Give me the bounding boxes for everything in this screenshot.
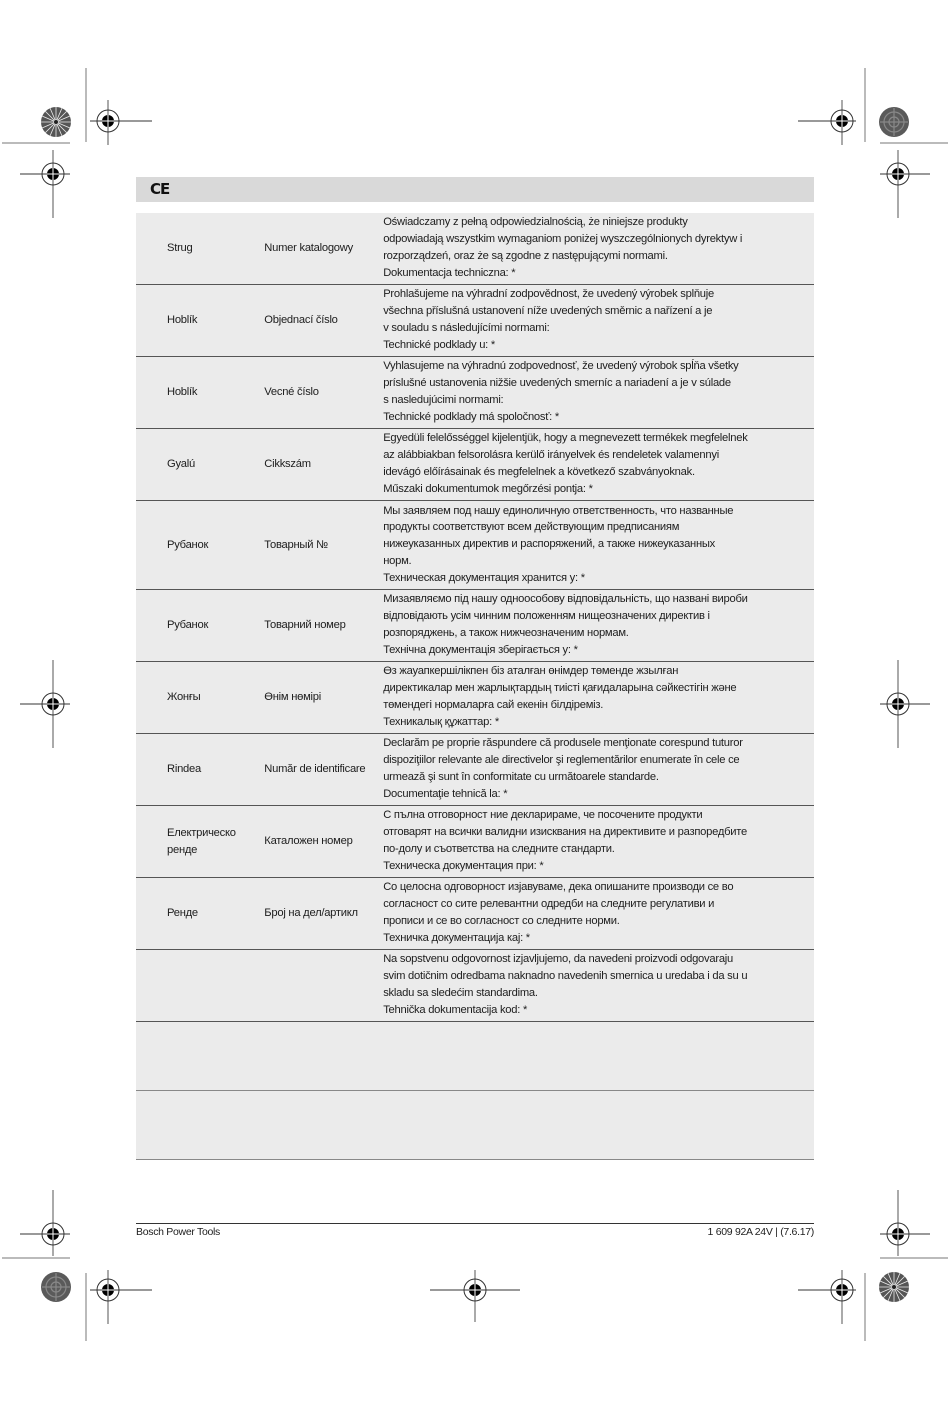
declaration-text-line: по-долу и съответства на следните стандарти. — [383, 843, 615, 855]
declaration-text-line: Na sopstvenu odgovornost izjavljujemo, da navedeni proizvodi odgovaraju — [383, 953, 734, 966]
declaration-text-line: Technické podklady má spoločnosť: * — [383, 410, 559, 423]
declaration-text-line: príslušné ustanovenia nižšie uvedených smerníc a nariadení a je v súlade — [383, 377, 731, 390]
registration-target-icon — [796, 95, 862, 151]
registration-target-icon — [88, 95, 154, 151]
article-number-label: Товарний номер — [264, 590, 383, 662]
declaration-text — [383, 590, 814, 662]
declaration-text-line: отговарят на всички валидни изисквания на директивите и разпоредбите — [383, 826, 747, 839]
article-number-label: Товарный № — [264, 501, 383, 590]
declaration-text-line: rozporządzeń, oraz że są zgodne z następującymi normami. — [383, 250, 668, 262]
declaration-text-line: idevágó előírásainak és megfelelnek a következő szabványoknak. — [383, 466, 695, 478]
article-number-label: Өнім нөмірі — [264, 662, 383, 734]
product-name: Rindea — [136, 734, 264, 806]
declaration-text-line: Мизаявляємо під нашу одноособову відповідальність, що названі вироби — [383, 593, 748, 606]
declaration-text-line: odpowiadają wszystkim wymaganiom poniżej wyszczególnionych dyrektyw i — [383, 233, 743, 246]
declaration-text-line: Declarăm pe proprie răspundere că produsele menţionate corespund tuturor — [383, 737, 743, 750]
declaration-text-line: Техникалық құжаттар: * — [383, 715, 499, 728]
product-name: Strug — [136, 213, 264, 285]
product-name: Рубанок — [136, 590, 264, 662]
declaration-text — [383, 806, 814, 878]
product-name: Hoblík — [136, 357, 264, 429]
declaration-text — [383, 734, 814, 806]
declaration-text-line: Мы заявляем под нашу единоличную ответственность, что названные — [383, 504, 734, 517]
crop-mark-vertical — [85, 68, 87, 142]
declaration-row — [136, 213, 814, 285]
declaration-text-line: норм. — [383, 554, 412, 567]
declaration-text-line: Egyedüli felelősséggel kijelentjük, hogy a megnevezett termékek megfelelnek — [383, 432, 748, 445]
declaration-text-line: нижеуказанных директив и распоряжений, а также нижеуказанных — [383, 538, 716, 551]
declaration-text-line: согласност со сите релевантни одредби на следните регулативи и — [383, 898, 715, 911]
registration-target-icon — [876, 658, 932, 750]
footer-brand: Bosch Power Tools — [136, 1226, 221, 1238]
declaration-row — [136, 285, 814, 357]
declaration-text — [383, 878, 814, 950]
declaration-row — [136, 590, 814, 662]
declaration-text-line: Technické podklady u: * — [383, 338, 495, 351]
declaration-row — [136, 357, 814, 429]
empty-row — [136, 1022, 814, 1091]
crop-mark-vertical — [85, 1273, 87, 1341]
registration-target-icon — [18, 1188, 74, 1258]
declaration-text-line: urmează şi sunt în conformitate cu următoarele standarde. — [383, 771, 659, 783]
declaration-text-line: Dokumentacja techniczna: * — [383, 266, 516, 279]
empty-cell — [136, 1022, 814, 1091]
declaration-text — [383, 357, 814, 429]
declaration-text — [383, 662, 814, 734]
registration-target-icon — [876, 1188, 932, 1258]
declaration-text-line: Vyhlasujeme na výhradnú zodpovednosť, že uvedený výrobok spĺňa všetky — [383, 360, 739, 373]
declaration-table — [136, 213, 814, 1160]
article-number-label: Број на дел/артикл — [264, 878, 383, 950]
declaration-row — [136, 950, 814, 1022]
declaration-text — [383, 501, 814, 590]
declaration-row — [136, 806, 814, 878]
declaration-text-line: v souladu s následujícími normami: — [383, 322, 550, 334]
declaration-text-line: прописи и се во согласност со следните норми. — [383, 915, 620, 927]
declaration-text-line: Műszaki dokumentumok megőrzési pontja: * — [383, 482, 593, 495]
declaration-text-line: az alábbiakban felsorolásra kerülő irányelvek és rendeletek valamennyi — [383, 449, 719, 462]
footer-divider — [136, 1223, 814, 1224]
star-target-icon — [878, 1271, 910, 1303]
declaration-text-line: Техническа документация при: * — [383, 859, 544, 872]
declaration-text-line: Өз жауапкершілікпен біз аталған өнімдер төменде жзылған — [383, 665, 679, 678]
declaration-row — [136, 878, 814, 950]
registration-target-icon — [88, 1268, 154, 1328]
empty-row — [136, 1091, 814, 1160]
declaration-text-line: skladu sa sledećim standardima. — [383, 987, 538, 999]
declaration-text-line: відповідають усім чинним положенням нищеозначених директив і — [383, 610, 710, 623]
article-number-label: Numer katalogowy — [264, 213, 383, 285]
declaration-row — [136, 429, 814, 501]
declaration-text-line: Oświadczamy z pełną odpowiedzialnością, że niniejsze produkty — [383, 216, 688, 229]
empty-cell — [136, 1091, 814, 1160]
product-name — [136, 950, 264, 1022]
product-name: Gyalú — [136, 429, 264, 501]
declaration-text-line: Техническая документация хранится у: * — [383, 571, 585, 584]
declaration-text-line: dispoziţiilor relevante ale directivelor şi reglementărilor enumerate în cele ce — [383, 754, 740, 767]
declaration-text-line: Со целосна одговорност изјавуваме, дека опишаните производи се во — [383, 881, 734, 894]
star-target-icon — [40, 106, 72, 138]
declaration-text-line: директикалар мен жарлықтардың тиісті қағидаларына сәйкестігін және — [383, 682, 737, 695]
declaration-text — [383, 429, 814, 501]
declaration-text-line: төмендегі нормаларға сай екенін білдіреміз. — [383, 699, 604, 711]
declaration-text-line: Documentaţie tehnică la: * — [383, 787, 508, 800]
product-name: Hoblík — [136, 285, 264, 357]
declaration-table-body — [136, 213, 814, 1160]
crop-mark-vertical — [864, 1273, 866, 1341]
crop-mark-horizontal — [880, 142, 948, 144]
declaration-text-line: svim dotičnim odredbama naknadno navedenih smernica u uredaba i da su u — [383, 970, 748, 983]
color-target-icon — [878, 106, 910, 138]
declaration-text — [383, 285, 814, 357]
color-target-icon — [40, 1271, 72, 1303]
article-number-label: Objednací číslo — [264, 285, 383, 357]
declaration-text — [383, 950, 814, 1022]
declaration-text-line: s nasledujúcimi normami: — [383, 394, 504, 406]
article-number-label: Cikkszám — [264, 429, 383, 501]
ce-header-bar — [136, 177, 814, 202]
declaration-text-line: розпоряджень, а також нижчеозначеним нормам. — [383, 627, 629, 639]
crop-mark-horizontal — [2, 142, 70, 144]
registration-target-icon — [18, 150, 74, 220]
product-name: Ренде — [136, 878, 264, 950]
declaration-row — [136, 662, 814, 734]
declaration-text-line: продукты соответствуют всем действующим предписаниям — [383, 521, 680, 534]
declaration-row — [136, 734, 814, 806]
declaration-row — [136, 501, 814, 590]
crop-mark-vertical — [864, 68, 866, 142]
product-name: Електрическо ренде — [136, 806, 264, 878]
declaration-text-line: Технічна документація зберігається у: * — [383, 643, 578, 656]
registration-target-icon — [876, 150, 932, 220]
article-number-label: Каталожен номер — [264, 806, 383, 878]
declaration-text-line: Техничка документација кај: * — [383, 931, 530, 944]
article-number-label: Vecné číslo — [264, 357, 383, 429]
product-name: Жонғы — [136, 662, 264, 734]
product-name: Рубанок — [136, 501, 264, 590]
declaration-text — [383, 213, 814, 285]
ce-mark-icon: CE — [150, 180, 170, 198]
registration-target-icon — [18, 658, 74, 750]
registration-target-icon — [430, 1270, 520, 1326]
declaration-text-line: Prohlašujeme na výhradní zodpovědnost, že uvedený výrobek splňuje — [383, 288, 714, 301]
declaration-text-line: Tehnička dokumentacija kod: * — [383, 1003, 528, 1016]
footer-doc-ref: 1 609 92A 24V | (7.6.17) — [707, 1226, 814, 1238]
registration-target-icon — [796, 1268, 862, 1328]
article-number-label — [264, 950, 383, 1022]
declaration-text-line: С пълна отговорност ние декларираме, че посочените продукти — [383, 809, 703, 822]
declaration-text-line: všechna příslušná ustanovení níže uvedených směrnic a nařízení a je — [383, 305, 713, 318]
article-number-label: Număr de identificare — [264, 734, 383, 806]
